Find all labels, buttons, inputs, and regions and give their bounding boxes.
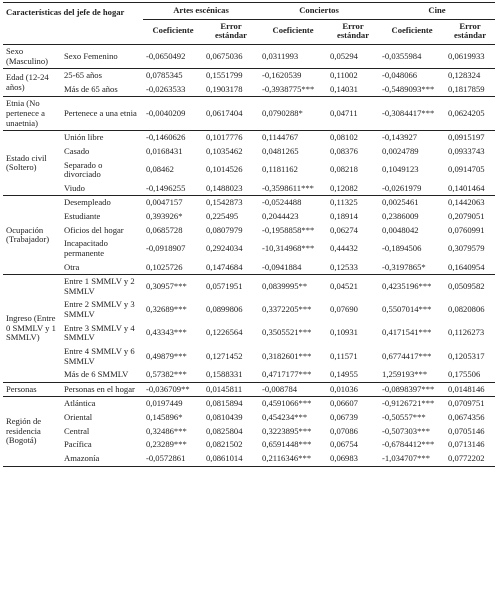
artes-coef-cell: 0,30957*** (146, 280, 187, 291)
artes-se-cell: 0,1542873 (206, 197, 243, 208)
artes-coef-cell: 0,43343*** (146, 327, 187, 338)
cine-coef-cell: -0,3197865* (379, 261, 445, 275)
category-label: Personas (3, 382, 61, 397)
coef-header: Coeficiente (259, 19, 327, 44)
table-row (3, 210, 495, 224)
artes-se-cell: 0,2924034 (206, 243, 243, 254)
variable-label: 25-65 años (64, 70, 102, 81)
cine-coef-cell: -1,034707*** (379, 452, 445, 466)
cine-coef-cell: 0,5507014*** (382, 304, 432, 315)
artes-se-cell: 0,1226564 (206, 327, 243, 338)
cine-se-cell: 0,1442063 (448, 197, 485, 208)
se-header: Error estándar (445, 19, 495, 44)
conciertos-coef-cell: -0,3938775*** (259, 83, 327, 97)
conciertos-coef-cell: 0,1144767 (262, 132, 299, 143)
cine-coef-cell: -0,0355984 (379, 44, 445, 68)
regression-table (3, 2, 495, 467)
table-row (3, 438, 495, 452)
cine-coef-cell: -0,3084417*** (379, 97, 445, 131)
cine-se-cell: 0,128324 (448, 70, 481, 81)
conciertos-coef-cell: -0,0524488 (262, 197, 302, 208)
table-row (3, 425, 495, 439)
conciertos-se-cell: 0,44432 (330, 243, 358, 254)
artes-se-cell: 0,1588331 (203, 368, 259, 382)
category-label: Sexo (Masculino) (3, 44, 61, 68)
cine-se-cell: 0,1640954 (445, 261, 495, 275)
conciertos-se-cell: 0,11571 (330, 350, 358, 361)
cine-coef-cell: -0,5489093*** (379, 83, 445, 97)
artes-se-cell: 0,1271452 (206, 350, 243, 361)
variable-label: Amazonía (61, 452, 143, 466)
conciertos-coef-cell: 0,4717177*** (259, 368, 327, 382)
conciertos-se-cell: 0,07690 (330, 304, 358, 315)
artes-se-cell: 0,0145811 (203, 382, 259, 397)
artes-se-cell: 0,0821502 (206, 439, 243, 450)
cine-se-cell: 0,0674356 (448, 412, 485, 422)
variable-label: Atlántica (64, 398, 96, 409)
cine-coef-cell: 1,259193*** (379, 368, 445, 382)
cine-coef-cell: -0,143927 (382, 132, 418, 143)
coef-header: Coeficiente (143, 19, 203, 44)
cine-se-cell: 0,1126273 (448, 327, 485, 338)
cine-coef-cell: -0,0898397*** (379, 382, 445, 397)
artes-se-cell: 0,1035462 (206, 145, 243, 156)
cine-coef-cell: -0,6784412*** (382, 439, 435, 450)
cine-coef-cell: 0,4235196*** (382, 280, 432, 291)
cine-se-cell: 0,175506 (445, 368, 495, 382)
artes-coef-cell: 0,23289*** (146, 439, 187, 450)
category-label: Ocupación (Trabajador) (3, 196, 61, 275)
cine-se-cell: 0,0705146 (448, 425, 485, 436)
artes-coef-cell: -0,1496255 (143, 182, 203, 196)
cine-coef-cell: 0,0048042 (382, 224, 419, 235)
category-label: Región de residencia (Bogotá) (3, 397, 61, 466)
table-row (3, 237, 495, 260)
artes-se-cell: 0,1903178 (203, 83, 259, 97)
conciertos-se-cell: 0,01036 (327, 382, 379, 397)
conciertos-coef-cell: -0,3598611*** (259, 182, 327, 196)
artes-se-cell: 0,1014526 (206, 164, 243, 175)
cine-se-cell: 0,2079051 (448, 211, 485, 221)
conciertos-se-cell: 0,04711 (327, 97, 379, 131)
conciertos-se-cell: 0,10931 (330, 327, 358, 338)
conciertos-se-cell: 0,08218 (330, 164, 358, 175)
conciertos-coef-cell: 0,3223895*** (262, 425, 312, 436)
cine-coef-cell: -0,1894506 (382, 243, 422, 254)
conciertos-se-cell: 0,11325 (330, 197, 358, 208)
conciertos-coef-cell: 0,454234*** (262, 412, 308, 422)
artes-se-cell: 0,0815894 (206, 398, 243, 409)
artes-coef-cell: 0,145896* (146, 412, 183, 422)
variable-label: Casado (64, 145, 90, 156)
cine-se-cell: 0,0619933 (445, 44, 495, 68)
conciertos-se-cell: 0,08102 (330, 132, 358, 143)
conciertos-se-cell: 0,14955 (327, 368, 379, 382)
conciertos-se-cell: 0,05294 (327, 44, 379, 68)
artes-coef-cell: -0,0040209 (143, 97, 203, 131)
variable-label: Personas en el hogar (61, 382, 143, 397)
artes-coef-cell: 0,1025726 (143, 261, 203, 275)
conciertos-coef-cell: 0,0790288* (259, 97, 327, 131)
cine-se-cell: 0,1401464 (445, 182, 495, 196)
cine-coef-cell: 0,6774417*** (382, 350, 432, 361)
cine-se-cell: 0,0148146 (445, 382, 495, 397)
artes-se-cell: 0,1488023 (203, 182, 259, 196)
category-label: Ingreso (Entre 0 SMMLV y 1 SMMLV) (3, 275, 61, 383)
variable-label: Estudiante (64, 211, 101, 221)
variable-label: Central (64, 425, 90, 436)
artes-coef-cell: 0,57382*** (143, 368, 203, 382)
table-body (3, 44, 495, 466)
variable-label: Entre 3 SMMLV y 4 SMMLV (64, 322, 135, 343)
variable-label: Oriental (64, 412, 93, 422)
cine-coef-cell: 0,1049123 (382, 164, 419, 175)
row-label-header: Características del jefe de hogar (3, 3, 143, 45)
cine-coef-cell: 0,0024789 (382, 145, 419, 156)
variable-label: Más de 65 años (61, 83, 143, 97)
artes-se-cell: 0,225495 (206, 211, 239, 221)
variable-label: Pacífica (64, 439, 92, 450)
table-row (3, 411, 495, 425)
conciertos-coef-cell: 0,0481265 (262, 145, 299, 156)
artes-coef-cell: 0,0197449 (146, 398, 183, 409)
cine-coef-cell: -0,9126721*** (382, 398, 435, 409)
conciertos-se-cell: 0,06983 (327, 452, 379, 466)
conciertos-coef-cell: 0,4591066*** (262, 398, 312, 409)
table-row (3, 452, 495, 466)
variable-label: Sexo Femenino (61, 44, 143, 68)
table-row (3, 131, 495, 145)
variable-label: Otra (61, 261, 143, 275)
cine-se-cell: 0,0709751 (448, 398, 485, 409)
table-row (3, 69, 495, 83)
conciertos-coef-cell: 0,2116346*** (259, 452, 327, 466)
artes-coef-cell: -0,0263533 (143, 83, 203, 97)
table-row (3, 182, 495, 196)
cine-coef-cell: 0,2386009 (382, 211, 419, 221)
artes-se-cell: 0,0861014 (203, 452, 259, 466)
cine-se-cell: 0,0624205 (445, 97, 495, 131)
artes-se-cell: 0,0810439 (206, 412, 243, 422)
conciertos-se-cell: 0,06274 (330, 224, 358, 235)
conciertos-coef-cell: -10,314968*** (262, 243, 315, 254)
table-row (3, 298, 495, 321)
table-row (3, 145, 495, 159)
conciertos-coef-cell: 0,3372205*** (262, 304, 312, 315)
artes-coef-cell: -0,1460626 (146, 132, 186, 143)
conciertos-se-cell: 0,14031 (327, 83, 379, 97)
conciertos-se-cell: 0,11002 (330, 70, 358, 81)
variable-label: Oficios del hogar (64, 224, 124, 235)
cine-se-cell: 0,0820806 (448, 304, 485, 315)
artes-se-cell: 0,1474684 (203, 261, 259, 275)
variable-label: Entre 2 SMMLV y 3 SMMLV (64, 299, 135, 319)
cine-se-cell: 0,0509582 (448, 280, 485, 291)
table-row (3, 345, 495, 368)
se-header: Error estándar (327, 19, 379, 44)
cine-coef-cell: 0,0025461 (382, 197, 419, 208)
variable-label: Entre 4 SMMLV y 6 SMMLV (64, 345, 135, 366)
conciertos-coef-cell: -0,1620539 (262, 70, 302, 81)
conciertos-coef-cell: 0,6591448*** (262, 439, 312, 450)
artes-se-cell: 0,0617404 (203, 97, 259, 131)
group-header-cine: Cine (379, 3, 495, 20)
cine-coef-cell: -0,507303*** (382, 425, 430, 436)
cine-se-cell: 0,3079579 (448, 243, 485, 254)
conciertos-se-cell: 0,12533 (327, 261, 379, 275)
conciertos-coef-cell: 0,2044423 (262, 211, 299, 221)
conciertos-se-cell: 0,07086 (330, 425, 358, 436)
table-row (3, 97, 495, 131)
artes-se-cell: 0,0807979 (206, 224, 243, 235)
artes-se-cell: 0,0825804 (206, 425, 243, 436)
regression-table-container (3, 2, 495, 467)
artes-coef-cell: -0,0650492 (143, 44, 203, 68)
category-label: Edad (12-24 años) (3, 69, 61, 97)
conciertos-se-cell: 0,04521 (330, 280, 358, 291)
variable-label: Entre 1 SMMLV y 2 SMMLV (64, 276, 135, 296)
artes-coef-cell: 0,0785345 (146, 70, 183, 81)
artes-se-cell: 0,0675036 (203, 44, 259, 68)
cine-se-cell: 0,0915197 (448, 132, 485, 143)
conciertos-se-cell: 0,06607 (330, 398, 358, 409)
table-row (3, 83, 495, 97)
conciertos-coef-cell: 0,3505521*** (262, 327, 312, 338)
artes-coef-cell: 0,0168431 (146, 145, 183, 156)
cine-se-cell: 0,1817859 (445, 83, 495, 97)
cine-coef-cell: -0,048066 (382, 70, 418, 81)
group-header-artes: Artes escénicas (143, 3, 259, 20)
artes-coef-cell: 0,393926* (146, 211, 183, 221)
table-row (3, 159, 495, 182)
cine-se-cell: 0,0760991 (448, 224, 485, 235)
conciertos-coef-cell: 0,0311993 (259, 44, 327, 68)
variable-label: Viudo (61, 182, 143, 196)
cine-coef-cell: -0,50557*** (382, 412, 426, 422)
table-row (3, 44, 495, 68)
variable-label: Separado o divorciado (64, 159, 103, 180)
table-row (3, 261, 495, 275)
artes-coef-cell: -0,0918907 (146, 243, 186, 254)
category-label: Etnia (No pertenece a unaetnia) (3, 97, 61, 131)
table-row (3, 275, 495, 299)
table-row (3, 322, 495, 345)
artes-coef-cell: 0,32486*** (146, 425, 187, 436)
variable-label: Unión libre (64, 132, 104, 143)
cine-se-cell: 0,0933743 (448, 145, 485, 156)
conciertos-se-cell: 0,12082 (327, 182, 379, 196)
category-label: Estado civil (Soltero) (3, 131, 61, 196)
conciertos-se-cell: 0,08376 (330, 145, 358, 156)
artes-coef-cell: 0,0685728 (146, 224, 183, 235)
conciertos-coef-cell: -0,0941884 (259, 261, 327, 275)
conciertos-coef-cell: -0,1958858*** (262, 224, 315, 235)
artes-coef-cell: 0,0047157 (146, 197, 183, 208)
conciertos-coef-cell: -0,008784 (259, 382, 327, 397)
table-row (3, 397, 495, 411)
cine-se-cell: 0,1205317 (448, 350, 485, 361)
variable-label: Pertenece a una etnia (61, 97, 143, 131)
artes-coef-cell: -0,036709** (143, 382, 203, 397)
artes-se-cell: 0,1017776 (206, 132, 243, 143)
variable-label: Incapacitado permanente (64, 238, 108, 258)
coef-header: Coeficiente (379, 19, 445, 44)
cine-se-cell: 0,0914705 (448, 164, 485, 175)
variable-label: Más de 6 SMMLV (61, 368, 143, 382)
table-row (3, 224, 495, 238)
conciertos-coef-cell: 0,0839995** (262, 280, 308, 291)
artes-se-cell: 0,0899806 (206, 304, 243, 315)
group-header-conciertos: Conciertos (259, 3, 379, 20)
cine-coef-cell: -0,0261979 (379, 182, 445, 196)
artes-coef-cell: 0,49879*** (146, 350, 187, 361)
table-row (3, 196, 495, 210)
table-row (3, 382, 495, 397)
artes-coef-cell: 0,08462 (146, 164, 174, 175)
conciertos-se-cell: 0,18914 (330, 211, 358, 221)
table-row (3, 368, 495, 382)
artes-coef-cell: 0,32689*** (146, 304, 187, 315)
cine-coef-cell: 0,4171541*** (382, 327, 432, 338)
conciertos-se-cell: 0,06739 (330, 412, 358, 422)
conciertos-coef-cell: 0,3182601*** (262, 350, 312, 361)
artes-se-cell: 0,0571951 (206, 280, 243, 291)
cine-se-cell: 0,0713146 (448, 439, 485, 450)
artes-coef-cell: -0,0572861 (143, 452, 203, 466)
conciertos-coef-cell: 0,1181162 (262, 164, 298, 175)
cine-se-cell: 0,0772202 (445, 452, 495, 466)
variable-label: Desempleado (64, 197, 111, 208)
artes-se-cell: 0,1551799 (206, 70, 243, 81)
se-header: Error estándar (203, 19, 259, 44)
conciertos-se-cell: 0,06754 (330, 439, 358, 450)
